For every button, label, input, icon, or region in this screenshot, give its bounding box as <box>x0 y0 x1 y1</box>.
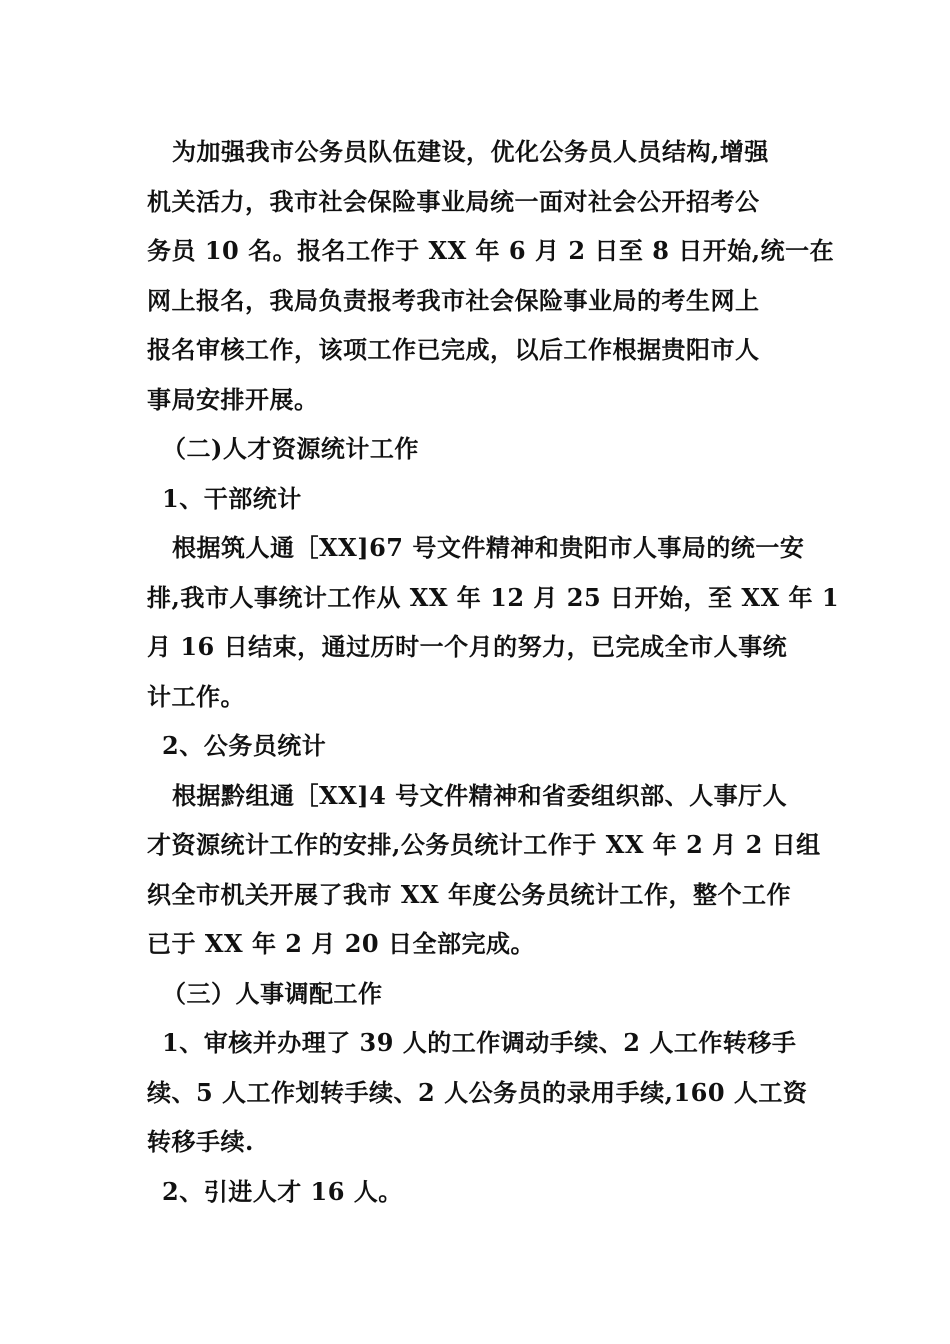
section-heading: （二)人才资源统计工作 <box>162 434 419 463</box>
paragraph-line: 织全市机关开展了我市 XX 年度公务员统计工作，整个工作 <box>147 879 791 909</box>
section-heading: （三）人事调配工作 <box>162 978 383 1008</box>
subsection-heading: 2、公务员统计 <box>162 731 327 760</box>
paragraph-line: 根据筑人通［XX]67 号文件精神和贵阳市人事局的统一安 <box>172 533 805 562</box>
paragraph-line: 为加强我市公务员队伍建设，优化公务员人员结构,增强 <box>172 137 769 166</box>
paragraph-line: 已于 XX 年 2 月 20 日全部完成。 <box>147 929 535 958</box>
paragraph-line: 报名审核工作，该项工作已完成，以后工作根据贵阳市人 <box>147 335 760 364</box>
subsection-heading: 1、干部统计 <box>162 483 302 513</box>
paragraph-line: 根据黔组通［XX]4 号文件精神和省委组织部、人事厅人 <box>172 780 788 810</box>
paragraph-line: 续、5 人工作划转手续、2 人公务员的录用手续,160 人工资 <box>147 1077 808 1107</box>
paragraph-line: 2、引进人才 16 人。 <box>162 1176 403 1206</box>
paragraph-line: 月 16 日结束，通过历时一个月的努力，已完成全市人事统 <box>147 632 788 661</box>
paragraph-line: 计工作。 <box>147 681 245 711</box>
paragraph-line: 排,我市人事统计工作从 XX 年 12 月 25 日开始，至 XX 年 1 <box>147 582 840 612</box>
paragraph-line: 网上报名，我局负责报考我市社会保险事业局的考生网上 <box>147 285 760 315</box>
paragraph-line: 才资源统计工作的安排,公务员统计工作于 XX 年 2 月 2 日组 <box>147 830 821 859</box>
paragraph-line: 事局安排开展。 <box>147 384 319 414</box>
paragraph-line: 转移手续. <box>147 1127 254 1156</box>
paragraph-line: 务员 10 名。报名工作于 XX 年 6 月 2 日至 8 日开始,统一在 <box>147 236 835 265</box>
paragraph-line: 机关活力，我市社会保险事业局统一面对社会公开招考公 <box>147 186 760 216</box>
paragraph-line: 1、审核并办理了 39 人的工作调动手续、2 人工作转移手 <box>162 1028 797 1057</box>
